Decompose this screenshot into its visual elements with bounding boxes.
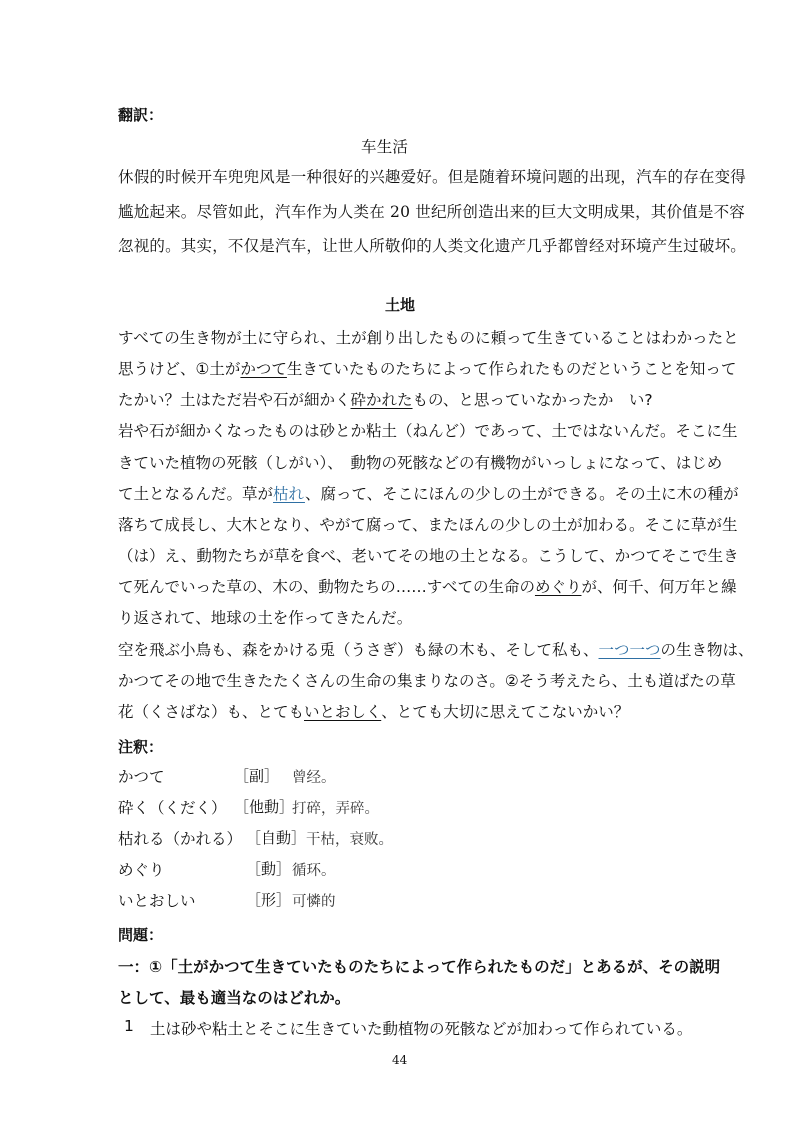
note-gloss: 打碎，弄碎。 [292, 801, 379, 817]
note-pos: ［動］ [246, 860, 292, 878]
note-word: かつて [118, 768, 165, 786]
passage-line-5: きていた植物の死骸（しがい）、 動物の死骸などの有機物がいっしょになって、はじめ [118, 454, 723, 472]
passage-line-1: すべての生き物が土に守られ、土が創り出したものに頼って生きていることはわかったと [118, 329, 739, 347]
passage-line-9: て死んでいった草の、木の、動物たちの……すべての生命のめぐりが、何千、何万年と繰 [118, 578, 737, 596]
underlined-katsute: かつて [240, 360, 287, 378]
passage-line-4: 岩や石が細かくなったものは砂とか粘土（ねんど）であって、土ではないんだ。そこに生 [118, 422, 738, 440]
underlined-kudakareta: 砕かれた [350, 391, 413, 409]
option-1-number: 1 [124, 1017, 134, 1035]
note-word: めぐり [118, 861, 165, 879]
notes-heading: 注釈： [118, 738, 164, 756]
passage-line-8: （は）え、動物たちが草を食べ、老いてその地の土となる。こうして、かつてそこで生き [118, 547, 739, 565]
translation-line-2: 尴尬起来。尽管如此，汽车作为人类在 20 世纪所创造出来的巨大文明成果，其价值是不容 [118, 203, 745, 221]
translation-line-1: 休假的时候开车兜兜风是一种很好的兴趣爱好。但是随着环境问题的出现，汽车的存在变得 [118, 168, 747, 186]
note-gloss: 干枯，衰败。 [306, 832, 393, 848]
translation-line-3: 忽视的。其实，不仅是汽车，让世人所敬仰的人类文化遗产几乎都曾经对环境产生过破坏。 [118, 237, 747, 255]
underlined-meguri: めぐり [534, 578, 582, 596]
passage-title: 土地 [385, 296, 416, 314]
underlined-hitotsuhitotsu: 一つ一つ [598, 641, 661, 659]
note-gloss: 循环。 [292, 863, 336, 879]
option-1-text: 土は砂や粘土とそこに生きていた動植物の死骸などが加わって作られている。 [150, 1020, 693, 1038]
note-word: 枯れる（かれる） [118, 830, 243, 848]
underlined-itooshiku: いとおしく [304, 703, 382, 721]
passage-line-10: り返されて、地球の土を作ってきたんだ。 [118, 609, 413, 627]
note-gloss: 曾经。 [292, 770, 336, 786]
passage-line-12: かつてその地で生きたたくさんの生命の集まりなのさ。②そう考えたら、土も道ばたの草 [118, 672, 736, 690]
translation-heading: 翻訳： [118, 106, 164, 124]
question-1-line-1: 一：①「土がかつて生きていたものたちによって作られたものだ」とあるが、その説明 [118, 958, 721, 976]
question-1-line-2: として、最も適当なのはどれか。 [118, 989, 351, 1007]
passage-line-6: て土となるんだ。草が枯れ、腐って、そこにほんの少しの土ができる。その土に木の種が [118, 485, 739, 503]
note-word: いとおしい [118, 892, 196, 910]
note-pos: ［形］ [246, 891, 292, 909]
passage-line-11: 空を飛ぶ小鳥も、森をかける兎（うさぎ）も緑の木も、そして私も、一つ一つの生き物は、 [118, 641, 754, 659]
note-pos: ［自動］ [246, 829, 307, 847]
underlined-kare: 枯れ [273, 485, 305, 503]
translation-title: 车生活 [361, 138, 409, 156]
passage-line-3: たかい？土はただ岩や石が細かく砕かれたもの、と思っていなかったか い? [118, 391, 653, 409]
note-pos: ［副］ [234, 767, 280, 785]
passage-line-13: 花（くさばな）も、とてもいとおしく、とても大切に思えてこないかい？ [118, 703, 630, 721]
note-gloss: 可憐的 [292, 894, 336, 910]
passage-line-7: 落ちて成長し、大木となり、やがて腐って、またほんの少しの土が加わる。そこに草が生 [118, 516, 738, 534]
note-pos: ［他動］ [234, 798, 295, 816]
questions-heading: 問題： [118, 926, 164, 944]
note-word: 砕く（くだく） [118, 799, 227, 817]
passage-line-2: 思うけど、①土がかつて生きていたものたちによって作られたものだということを知って [118, 360, 737, 378]
page-number: 44 [392, 1053, 408, 1067]
